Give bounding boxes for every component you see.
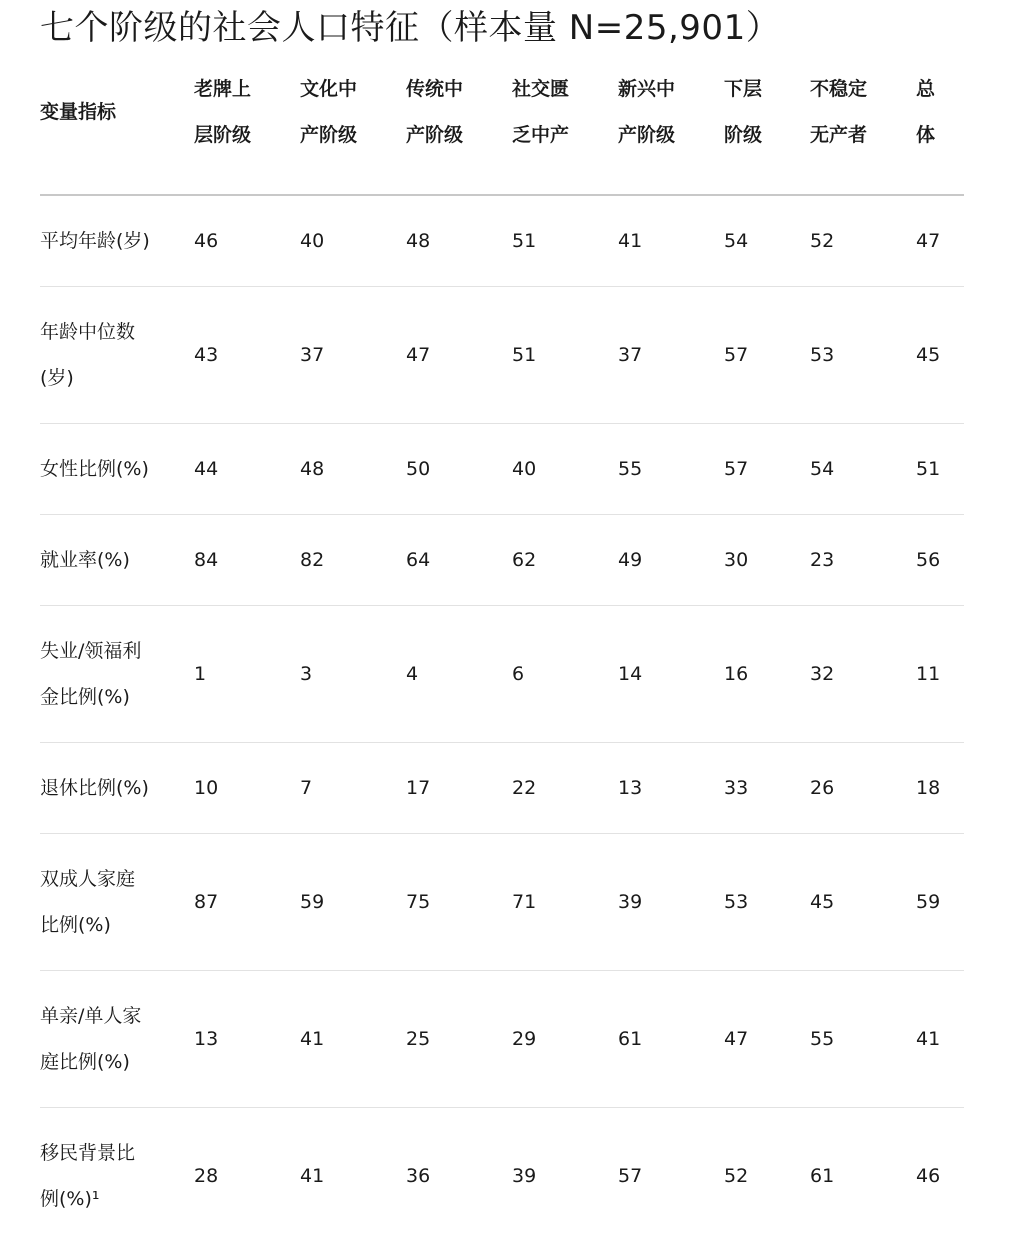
table-cell: 56 <box>916 515 964 606</box>
table-cell: 3 <box>300 606 406 743</box>
table-cell: 41 <box>618 195 724 287</box>
row-label-line1: 女性比例(%) <box>40 446 194 492</box>
page-title: 七个阶级的社会人口特征（样本量 N=25,901） <box>40 4 780 52</box>
table-cell: 41 <box>916 971 964 1108</box>
table-cell: 59 <box>916 834 964 971</box>
table-cell: 7 <box>300 743 406 834</box>
row-label <box>40 606 194 743</box>
row-label <box>40 515 194 606</box>
table-cell: 49 <box>618 515 724 606</box>
row-label-line2: 比例(%) <box>40 902 194 948</box>
table-cell: 46 <box>916 1108 964 1244</box>
column-header-emerging-middle <box>618 66 724 195</box>
table-cell: 51 <box>512 287 618 424</box>
table-cell: 32 <box>810 606 916 743</box>
row-label-line2: 庭比例(%) <box>40 1039 194 1085</box>
table-row <box>40 971 964 1108</box>
table-cell: 54 <box>724 195 810 287</box>
column-header-line1: 社交匮 <box>512 66 618 112</box>
table-cell: 46 <box>194 195 300 287</box>
column-header-line1: 不稳定 <box>810 66 916 112</box>
table-cell: 13 <box>618 743 724 834</box>
table-cell: 48 <box>406 195 512 287</box>
table-cell: 44 <box>194 424 300 515</box>
table-cell: 52 <box>724 1108 810 1244</box>
table-cell: 55 <box>810 971 916 1108</box>
table-cell: 61 <box>618 971 724 1108</box>
table-cell: 54 <box>810 424 916 515</box>
table-cell: 57 <box>724 424 810 515</box>
table-row <box>40 743 964 834</box>
table-cell: 33 <box>724 743 810 834</box>
table-cell: 28 <box>194 1108 300 1244</box>
table-cell: 26 <box>810 743 916 834</box>
table-body <box>40 195 964 1244</box>
table-cell: 13 <box>194 971 300 1108</box>
row-label-line1: 就业率(%) <box>40 537 194 583</box>
column-header-socially-deprived-middle <box>512 66 618 195</box>
table-header <box>40 66 964 195</box>
row-label-line1: 移民背景比 <box>40 1130 194 1176</box>
table-cell: 62 <box>512 515 618 606</box>
table-cell: 53 <box>810 287 916 424</box>
table-cell: 37 <box>618 287 724 424</box>
row-label <box>40 743 194 834</box>
table-cell: 29 <box>512 971 618 1108</box>
table-row <box>40 424 964 515</box>
table-cell: 53 <box>724 834 810 971</box>
row-label-line2: 金比例(%) <box>40 674 194 720</box>
table-row <box>40 287 964 424</box>
column-header-variable <box>40 66 194 195</box>
row-label-line2: 例(%)¹ <box>40 1176 194 1222</box>
column-header-line1: 传统中 <box>406 66 512 112</box>
column-header-line2: 乏中产 <box>512 112 618 158</box>
table-cell: 17 <box>406 743 512 834</box>
table-cell: 47 <box>916 195 964 287</box>
table-cell: 50 <box>406 424 512 515</box>
column-header-line2: 产阶级 <box>406 112 512 158</box>
column-header-line1: 总 <box>916 66 964 112</box>
table-cell: 57 <box>724 287 810 424</box>
column-header-line2: 阶级 <box>724 112 810 158</box>
column-header-line2: 产阶级 <box>618 112 724 158</box>
table-cell: 1 <box>194 606 300 743</box>
table-cell: 52 <box>810 195 916 287</box>
table-cell: 51 <box>916 424 964 515</box>
table-cell: 82 <box>300 515 406 606</box>
table-cell: 84 <box>194 515 300 606</box>
table-cell: 45 <box>810 834 916 971</box>
column-header-cultural-middle <box>300 66 406 195</box>
table-cell: 11 <box>916 606 964 743</box>
column-header-line1: 老牌上 <box>194 66 300 112</box>
table-cell: 39 <box>618 834 724 971</box>
header-row <box>40 66 964 195</box>
column-header-line1: 新兴中 <box>618 66 724 112</box>
column-header-line2: 层阶级 <box>194 112 300 158</box>
row-label-line1: 失业/领福利 <box>40 628 194 674</box>
table-cell: 37 <box>300 287 406 424</box>
table-row <box>40 195 964 287</box>
table-cell: 16 <box>724 606 810 743</box>
table-cell: 4 <box>406 606 512 743</box>
column-header-traditional-middle <box>406 66 512 195</box>
row-label-line1: 退休比例(%) <box>40 765 194 811</box>
column-header-line1: 下层 <box>724 66 810 112</box>
column-header-lower <box>724 66 810 195</box>
row-label <box>40 834 194 971</box>
column-header-line2: 体 <box>916 112 964 158</box>
table-cell: 40 <box>300 195 406 287</box>
table-cell: 64 <box>406 515 512 606</box>
table-cell: 75 <box>406 834 512 971</box>
table-cell: 25 <box>406 971 512 1108</box>
table-cell: 10 <box>194 743 300 834</box>
table-cell: 36 <box>406 1108 512 1244</box>
table-row <box>40 606 964 743</box>
table-cell: 51 <box>512 195 618 287</box>
row-label-line1: 年龄中位数 <box>40 309 194 355</box>
table-row <box>40 834 964 971</box>
table-cell: 48 <box>300 424 406 515</box>
row-label-line1: 平均年龄(岁) <box>40 218 194 264</box>
table-cell: 41 <box>300 971 406 1108</box>
column-header-established-upper <box>194 66 300 195</box>
column-header-total <box>916 66 964 195</box>
column-header-line2: 无产者 <box>810 112 916 158</box>
table-cell: 47 <box>406 287 512 424</box>
row-label <box>40 287 194 424</box>
table-cell: 61 <box>810 1108 916 1244</box>
table-cell: 71 <box>512 834 618 971</box>
column-header-precariat <box>810 66 916 195</box>
table-cell: 23 <box>810 515 916 606</box>
table-cell: 55 <box>618 424 724 515</box>
row-label <box>40 424 194 515</box>
table-cell: 57 <box>618 1108 724 1244</box>
row-label <box>40 971 194 1108</box>
table-cell: 40 <box>512 424 618 515</box>
table-cell: 41 <box>300 1108 406 1244</box>
table-cell: 18 <box>916 743 964 834</box>
table-cell: 59 <box>300 834 406 971</box>
table-cell: 30 <box>724 515 810 606</box>
table-cell: 87 <box>194 834 300 971</box>
table-cell: 14 <box>618 606 724 743</box>
row-label <box>40 195 194 287</box>
table-cell: 45 <box>916 287 964 424</box>
row-label-line1: 单亲/单人家 <box>40 993 194 1039</box>
table-cell: 47 <box>724 971 810 1108</box>
demographics-table <box>40 66 964 1244</box>
column-header-variable-text: 变量指标 <box>40 89 194 135</box>
row-label-line2: (岁) <box>40 355 194 401</box>
table-cell: 43 <box>194 287 300 424</box>
column-header-line1: 文化中 <box>300 66 406 112</box>
table-cell: 22 <box>512 743 618 834</box>
row-label-line1: 双成人家庭 <box>40 856 194 902</box>
column-header-line2: 产阶级 <box>300 112 406 158</box>
table-cell: 39 <box>512 1108 618 1244</box>
table-row <box>40 515 964 606</box>
table-cell: 6 <box>512 606 618 743</box>
